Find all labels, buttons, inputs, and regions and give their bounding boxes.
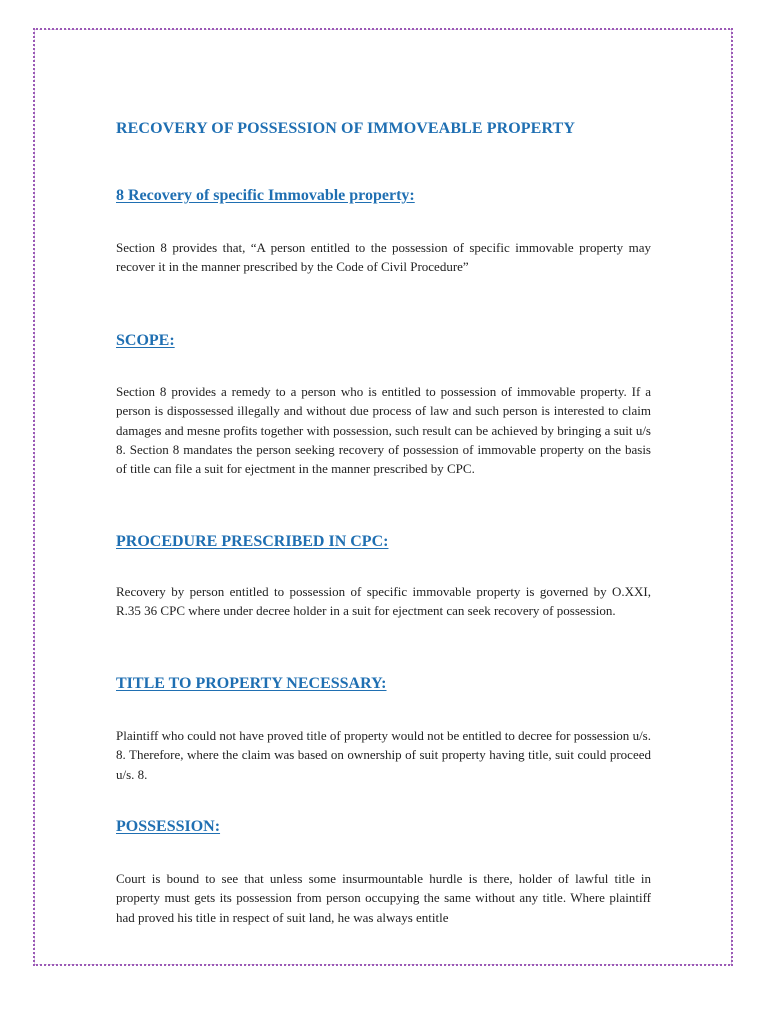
section-body-possession: Court is bound to see that unless some insurmountable hurdle is there, holder of lawful title in property must gets its possession from person occupying the same without any title. Where plaintiff had proved his title in respect of suit land, he was always entitle [116, 871, 651, 925]
section-heading-title: TITLE TO PROPERTY NECESSARY: [116, 675, 387, 692]
section-heading-procedure: PROCEDURE PRESCRIBED IN CPC: [116, 533, 389, 550]
section-body-scope: Section 8 provides a remedy to a person who is entitled to possession of immovable property. If a person is dispossessed illegally and without due process of law and such person is interested to claim damages and mesne profits together with possession, such result can be achieved by bringing a suit u/s 8. Section 8 mandates the person seeking recovery of possession of immovable property on the basis of title can file a suit for ejectment in the manner prescribed by CPC. [116, 384, 651, 477]
section-body-title: Plaintiff who could not have proved title of property would not be entitled to decree for possession u/s. 8. Therefore, where the claim was based on ownership of suit property having title, suit could proceed u/s. 8. [116, 728, 651, 782]
section-body-recovery: Section 8 provides that, “A person entitled to the possession of specific immovable property may recover it in the manner prescribed by the Code of Civil Procedure” [116, 240, 651, 275]
section-body-procedure: Recovery by person entitled to possession of specific immovable property is governed by O.XXI, R.35 36 CPC where under decree holder in a suit for ejectment can seek recovery of possession. [116, 584, 651, 619]
section-heading-scope: SCOPE: [116, 332, 175, 349]
section-heading-recovery: 8 Recovery of specific Immovable property: [116, 187, 415, 204]
section-heading-possession: POSSESSION: [116, 818, 221, 835]
document-title: RECOVERY OF POSSESSION OF IMMOVEABLE PROPERTY [116, 120, 575, 137]
